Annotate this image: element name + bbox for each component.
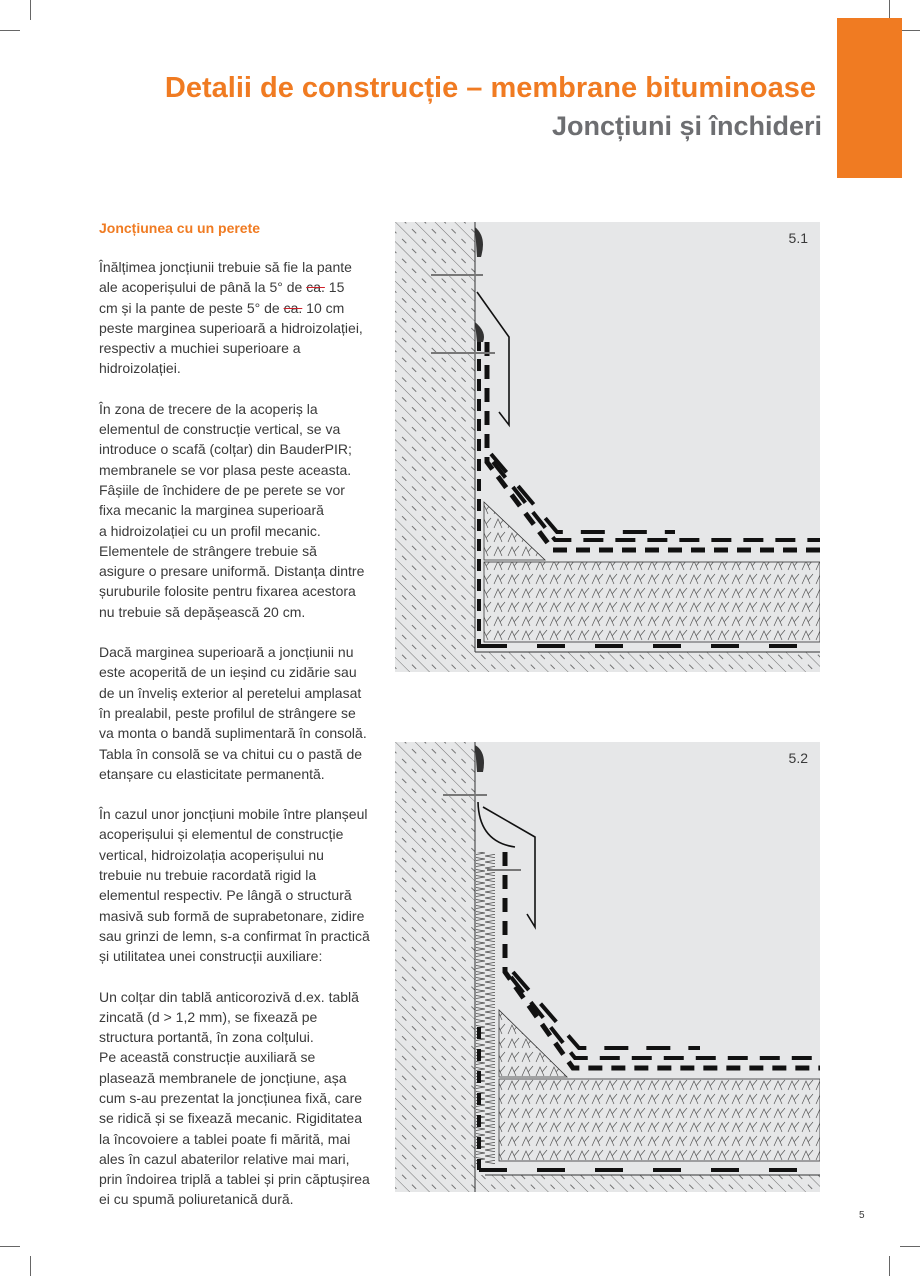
text-line: zincată (d > 1,2 mm), se fixează pe [99, 1008, 318, 1025]
text-line: prin îndoirea triplă a tablei și prin căptușirea [99, 1171, 370, 1188]
wall-junction-diagram [395, 222, 820, 672]
movable-junction-diagram [395, 742, 820, 1192]
text-line: și utilitatea unei construcții auxiliare: [99, 948, 323, 965]
figure-label: 5.1 [788, 230, 808, 246]
paragraph [99, 804, 384, 966]
text-line: în prealabil, peste profilul de strângere se [99, 704, 356, 721]
text-segment: 15 [324, 279, 345, 296]
text-line: Dacă marginea superioară a joncțiunii nu [99, 644, 354, 661]
section-tab [837, 18, 902, 178]
text-line: de un înveliș exterior al peretelui amplasat [99, 684, 362, 701]
struck-text: ca. [283, 299, 303, 316]
text-line: va monta o bandă suplimentară în consolă. [99, 725, 367, 742]
text-column [99, 218, 384, 1230]
text-line: etanșare cu elasticitate permanentă. [99, 765, 325, 782]
crop-mark [30, 0, 31, 20]
text-line: sau grinzi de lemn, s-a confirmat în practică [99, 927, 370, 944]
text-line: structura portantă, în zona colțului. [99, 1029, 314, 1046]
paragraph [99, 257, 384, 379]
page-subtitle: Joncțiuni și închideri [551, 111, 822, 141]
text-line: ei cu spumă poliuretanică dură. [99, 1191, 294, 1208]
paragraph [99, 642, 384, 784]
text-line: la încovoiere a tablei poate fi mărită, mai [99, 1130, 351, 1147]
paragraph [99, 399, 384, 622]
page-number: 5 [859, 1210, 865, 1221]
crop-mark [0, 30, 20, 31]
text-line: membranele se vor plasa peste aceasta. [99, 461, 352, 478]
crop-mark [900, 1246, 920, 1247]
text-line: șuruburile folosite pentru fixarea acestora [99, 583, 356, 600]
text-line [99, 277, 384, 297]
figure-label: 5.2 [788, 750, 808, 766]
text-line: ales în cazul abaterilor relative mai mari, [99, 1150, 350, 1167]
struck-text: ca. [306, 279, 325, 296]
text-line: cum s-au prezentat la joncțiunea fixă, care [99, 1089, 363, 1106]
text-line: În cazul unor joncțiuni mobile între planșeul [99, 806, 368, 823]
text-line: acoperișului și elementul de construcție [99, 826, 344, 843]
figure-5-1 [395, 222, 820, 672]
paragraph [99, 987, 384, 1210]
text-line: fixa mecanic la marginea superioară [99, 502, 324, 519]
text-line: elementul respectiv. Pe lângă o structură [99, 887, 352, 904]
text-line: peste marginea superioară a hidroizolației, [99, 319, 363, 336]
section-heading: Joncțiunea cu un perete [99, 220, 261, 236]
text-line: introduce o scafă (colțar) din BauderPIR; [99, 441, 352, 458]
text-line: asigure o presare uniformă. Distanța dintre [99, 563, 365, 580]
text-line: plasează membranele de joncțiune, așa [99, 1069, 347, 1086]
text-line: a hidroizolației cu un profil mecanic. [99, 522, 321, 539]
text-line: Tabla în consolă se va chitui cu o pastă de [99, 745, 363, 762]
text-line: elementul de construcție vertical, se va [99, 421, 341, 438]
page-title: Detalii de construcție – membrane bituminoase [164, 72, 816, 104]
text-line: masivă sub formă de suprabetonare, zidire [99, 907, 365, 924]
crop-mark [0, 1246, 20, 1247]
text-line: Elementele de strângere trebuie să [99, 542, 317, 559]
text-line: se ridică și se fixează mecanic. Rigiditatea [99, 1110, 363, 1127]
text-line: trebuie nu trebuie racordată rigid la [99, 867, 317, 884]
text-line: nu trebuie să depășească 20 cm. [99, 603, 306, 620]
crop-mark [889, 1256, 890, 1276]
body-text [99, 257, 384, 1210]
text-line [99, 298, 384, 318]
text-segment: cm și la pante de peste 5° de [99, 299, 284, 316]
crop-mark [900, 30, 920, 31]
text-line: este acoperită de un ieșind cu zidărie sau [99, 664, 357, 681]
text-line: Înălțimea joncțiunii trebuie să fie la pante [99, 259, 352, 275]
text-line: Fâșiile de închidere de pe perete se vor [99, 481, 345, 498]
text-line: Un colțar din tablă anticorozivă d.ex. tablă [99, 988, 359, 1005]
crop-mark [889, 0, 890, 20]
text-line: Pe această construcție auxiliară se [99, 1049, 316, 1066]
text-line: vertical, hidroizolația acoperișului nu [99, 846, 324, 863]
text-line: respectiv a muchiei superioare a [99, 340, 301, 357]
crop-mark [30, 1256, 31, 1276]
text-line: hidroizolației. [99, 360, 181, 377]
text-segment: ale acoperișului de până la 5° de [99, 279, 307, 296]
figure-5-2 [395, 742, 820, 1192]
text-line: În zona de trecere de la acoperiș la [99, 400, 318, 417]
text-segment: 10 cm [302, 299, 345, 316]
